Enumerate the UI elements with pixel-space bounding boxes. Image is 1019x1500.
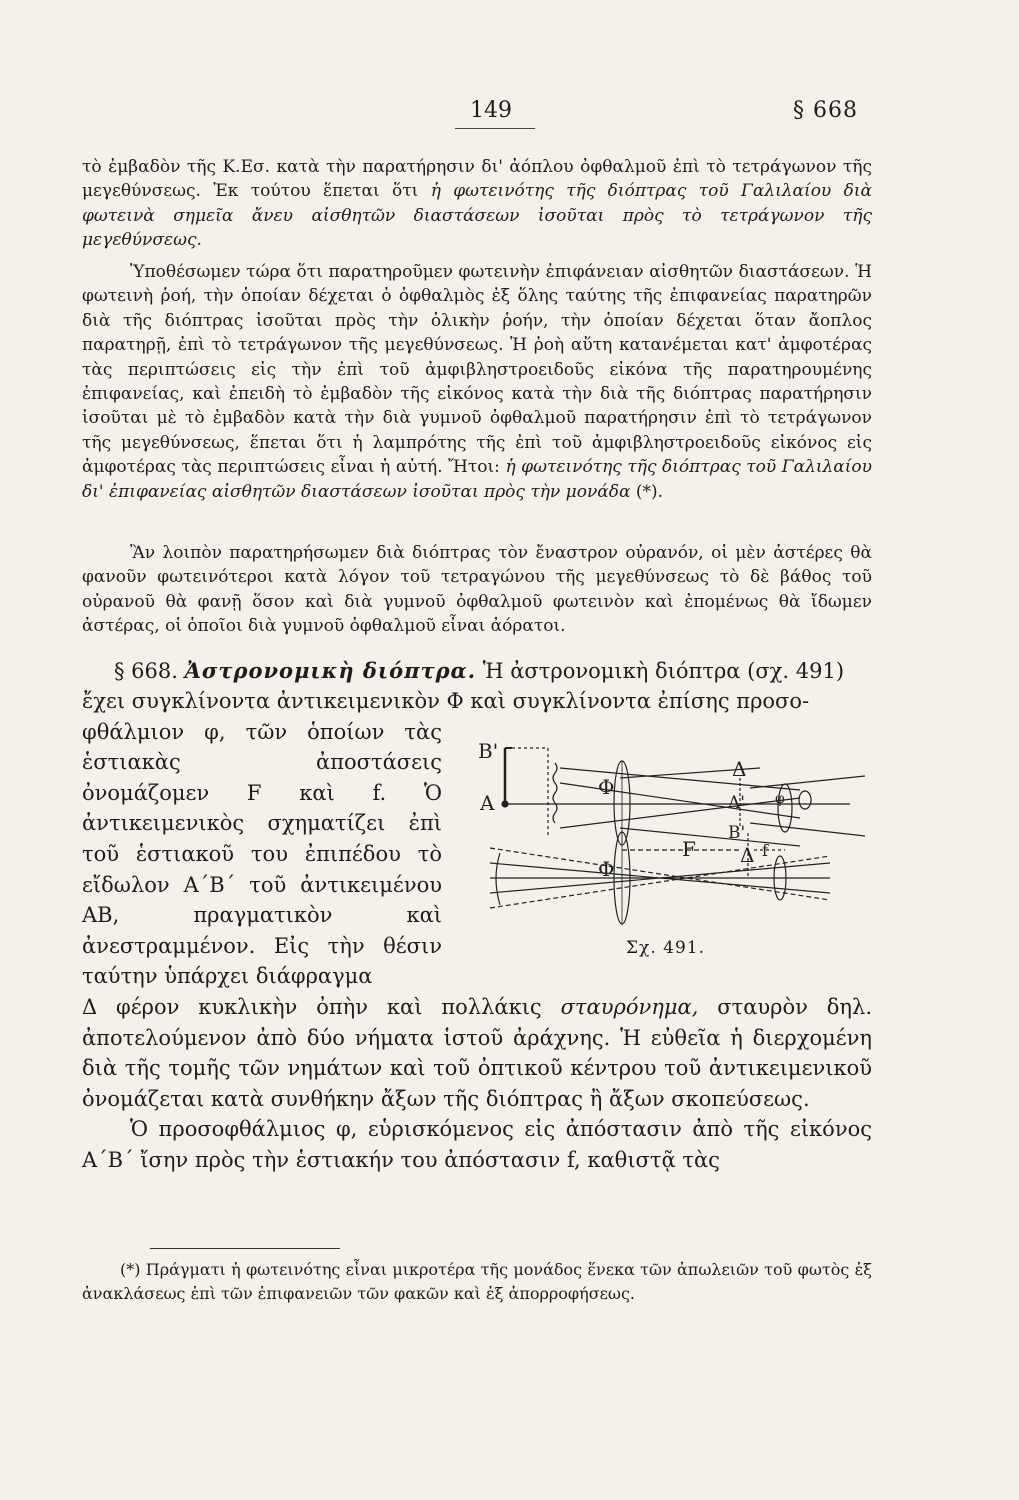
label-a: A	[480, 791, 495, 815]
paragraph-italic-text: ἡ φωτεινότης τῆς διόπτρας τοῦ Γαλιλαίου διὰ φωτεινὰ σημεῖα ἄνευ αἰσθητῶν διαστάσεων ἰσοῦται πρὸς τὸ τετράγωνον τῆς μεγεθύνσεως.	[82, 181, 872, 251]
label-F: F	[682, 837, 696, 861]
paragraph-galileo-brightness-surfaces	[82, 260, 872, 504]
footnote-mark: (*).	[630, 481, 664, 502]
ray	[620, 828, 800, 846]
page-number: 149	[470, 98, 512, 123]
astronomical-telescope-diagram	[470, 728, 880, 960]
section-italic-term: σταυρόνημα,	[560, 995, 699, 1019]
footnote: (*) Πράγματι ἡ φωτεινότης εἶναι μικροτέρα τῆς μονάδος ἕνεκα τῶν ἀπωλειῶν τοῦ φωτὸς ἐξ ἀνακλάσεως ἐπὶ τῶν ἐπιφανειῶν τῶν φακῶν καὶ ἐξ ἀπορροφήσεως.	[82, 1260, 872, 1303]
ray	[750, 776, 865, 788]
paragraph-text: τὸ ἐμβαδὸν τῆς Κ.Εσ. κατὰ τὴν παρατήρησιν δι' ἀόπλου ὀφθαλμοῦ ἐπὶ τὸ τετράγωνον τῆς μεγεθύνσεως. Ἐκ τούτου ἕπεται ὅτι	[82, 157, 872, 202]
paragraph-italic-text: ἡ φωτεινότης τῆς διόπτρας τοῦ Γαλιλαίου δι' ἐπιφανείας αἰσθητῶν διαστάσεων ἰσοῦται πρὸς τὴν μονάδα	[82, 457, 872, 502]
label-delta-bottom: Δ	[740, 843, 755, 867]
label-b-prime: B'	[728, 823, 746, 843]
paragraph-text: Ὑποθέσωμεν τώρα ὅτι παρατηροῦμεν φωτεινὴν ἐπιφάνειαν αἰσθητῶν διαστάσεων. Ἡ φωτεινὴ ῥοή, τὴν ὁποίαν δέχεται ὁ ὀφθαλμὸς ἐξ ὅλης ταύτης τῆς ἐπιφανείας παρατηρῶν διὰ τῆς διόπτρας ἰσοῦται πρὸς τὴν ὁλικὴν ῥοήν, τὴν ὁποίαν δέχεται ὅταν ἄοπλος παρατηρῇ, ἐπὶ τὸ τετράγωνον τῆς μεγεθύνσεως. Ἡ ῥοὴ αὕτη κατανέμεται κατ' ἀμφοτέρας τὰς περιπτώσεις εἰς τὴν ἐπὶ τοῦ ἀμφιβληστροειδοῦς εἰκόνα τῆς παρατηρουμένης ἐπιφανείας, καὶ ἐπειδὴ τὸ ἐμβαδὸν τῆς εἰκόνος κατὰ τὴν διὰ τῆς διόπτρας παρατήρησιν ἰσοῦται μὲ τὸ ἐμβαδὸν κατὰ τὴν διὰ γυμνοῦ ὀφθαλμοῦ παρατήρησιν ἐπὶ τὸ τετράγωνον τῆς μεγεθύνσεως, ἕπεται ὅτι ἡ λαμπρότης τῆς ἐπὶ τοῦ ἀμφιβληστροειδοῦς εἰκόνος εἰς ἀμφοτέρας τὰς περιπτώσεις εἶναι ἡ αὐτή. Ἤτοι:	[82, 262, 872, 478]
section-text-wrapped: φθάλμιον φ, τῶν ὁποίων τὰς ἑστιακὰς ἀποστάσεις ὀνομάζομεν F καὶ f. Ὁ ἀντικειμενικὸς σχηματίζει ἐπὶ τοῦ ἑστιακοῦ του ἐπιπέδου τὸ εἴδωλον Α΄Β΄ τοῦ ἀντικειμένου ΑΒ, πραγματικὸν καὶ ἀνεστραμμένον. Εἰς τὴν θέσιν ταύτην ὑπάρχει διάφραγμα	[82, 719, 442, 989]
section-text: Δ φέρον κυκλικὴν ὀπὴν καὶ πολλάκις	[82, 995, 561, 1019]
figure-caption: Σχ. 491.	[626, 938, 705, 958]
left-arc	[496, 853, 500, 905]
paragraph-starry-sky	[82, 541, 872, 639]
section-reference: § 668	[793, 98, 858, 123]
ray	[750, 823, 865, 836]
label-phi-bottom: Φ	[598, 857, 615, 881]
eye-pupil	[799, 791, 811, 809]
section-text: Ἡ ἀστρονομικὴ διόπτρα (σχ. 491)	[476, 659, 845, 683]
section-title: Ἀστρονομικὴ διόπτρα.	[184, 658, 477, 683]
paragraph-text: Ἂν λοιπὸν παρατηρήσωμεν διὰ διόπτρας τὸν ἔναστρον οὐρανόν, οἱ μὲν ἀστέρες θὰ φανοῦν φωτεινότεροι κατὰ λόγον τοῦ τετραγώνου τῆς μεγεθύνσεως τὸ δὲ βάθος τοῦ οὐρανοῦ θὰ φανῇ ὅσον καὶ διὰ γυμνοῦ ὀφθαλμοῦ φωτεινὸν καὶ ἐπομένως θὰ ἴδωμεν ἀστέρας, οἱ ὁποῖοι διὰ γυμνοῦ ὀφθαλμοῦ εἶναι ἀόρατοι.	[82, 543, 872, 637]
label-delta-top: Δ	[732, 757, 747, 781]
label-phi-top: Φ	[598, 775, 615, 799]
label-f: f	[762, 841, 768, 860]
label-phi-small: φ	[775, 791, 785, 807]
footnote-rule	[150, 1248, 340, 1249]
page-number-rule	[455, 128, 535, 129]
label-a-prime: A'	[728, 793, 745, 813]
section-paragraph	[82, 992, 872, 1114]
section-number: § 668.	[114, 659, 185, 683]
section-text: σταυρὸν δηλ. ἀποτελούμενον ἀπὸ δύο νήματα ἱστοῦ ἀράχνης. Ἡ εὐθεῖα ἡ διερχομένη διὰ τῆς τομῆς τῶν νημάτων καὶ τοῦ ὀπτικοῦ κέντρου τοῦ ἀντικειμενικοῦ ὀνομάζεται κατὰ συνθήκην ἄξων τῆς διόπτρας ἢ ἄξων σκοπεύσεως.	[82, 995, 872, 1111]
wavy-screen	[553, 763, 557, 823]
section-668-continued	[82, 992, 872, 1176]
label-b-prime-top: B'	[478, 739, 499, 763]
section-668-heading-line	[82, 656, 872, 687]
section-text-last-paragraph: Ὁ προσοφθάλμιος φ, εὑρισκόμενος εἰς ἀπόστασιν ἀπὸ τῆς εἰκόνος Α΄Β΄ ἴσην πρὸς τὴν ἑστιακήν του ἀπόστασιν f, καθιστᾷ τὰς	[82, 1117, 872, 1172]
section-text-line: ἔχει συγκλίνοντα ἀντικειμενικὸν Φ καὶ συγκλίνοντα ἐπίσης προσο-	[82, 689, 810, 713]
paragraph-galileo-brightness-points	[82, 155, 872, 253]
